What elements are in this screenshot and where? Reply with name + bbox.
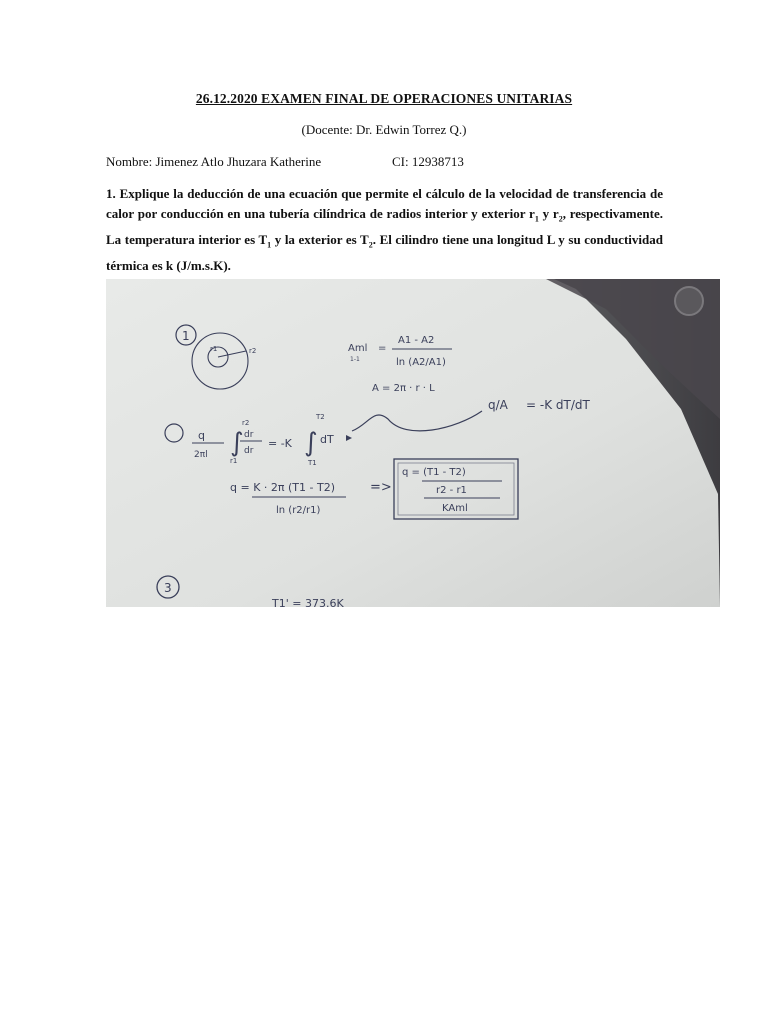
question-text-1: Explique la deducción de una ecuación que permite el cálculo de la velocidad de transferencia de calor por conducción en una tubería cilíndrica de radios interior y exterior r xyxy=(106,186,663,222)
hw-q-numerator: q = K · 2π (T1 - T2) xyxy=(230,481,335,494)
exam-title: 26.12.2020 EXAMEN FINAL DE OPERACIONES UNITARIAS xyxy=(195,91,573,106)
hw-aml-sub: 1-1 xyxy=(350,356,360,363)
hw-area-formula: A = 2π · r · L xyxy=(372,383,435,394)
hw-r2: r2 xyxy=(249,347,257,355)
hw-int-mid: = -K xyxy=(268,437,292,450)
hw-int-rhs: dT xyxy=(320,433,334,446)
question-sub-t1: 1 xyxy=(267,241,272,250)
round-object xyxy=(675,287,703,315)
hw-implies-arrow: => xyxy=(370,480,392,495)
student-name: Nombre: Jimenez Atlo Jhuzara Katherine xyxy=(106,154,322,169)
hw-box-denominator: KAml xyxy=(442,503,468,514)
question-sub-r2: 2 xyxy=(558,215,563,224)
hw-int-frac-num: dr xyxy=(244,430,254,440)
hw-question-number: 1 xyxy=(182,329,190,343)
student-ci: CI: 12938713 xyxy=(392,154,464,169)
instructor-line: (Docente: Dr. Edwin Torrez Q.) xyxy=(301,122,467,137)
hw-int-limit-top-right: T2 xyxy=(316,413,325,421)
hw-int-frac-den: dr xyxy=(244,446,254,456)
hw-box-numerator: q = (T1 - T2) xyxy=(402,467,466,478)
svg-text:∫: ∫ xyxy=(230,428,244,458)
handwritten-solution-photo xyxy=(106,279,720,607)
question-text-2: y r xyxy=(538,206,559,222)
svg-text:∫: ∫ xyxy=(304,428,318,458)
question-sub-t2: 2 xyxy=(368,241,373,250)
question-sub-r1: 1 xyxy=(534,215,539,224)
hw-int-limit-bottom-right: T1 xyxy=(308,459,317,467)
hw-int-lhs-den: 2πl xyxy=(194,450,208,460)
question-text-4: y la exterior es T xyxy=(271,232,369,248)
hw-int-limit-bottom-left: r1 xyxy=(230,457,238,465)
handwritten-solution-drawing xyxy=(106,279,720,607)
hw-q-denominator: ln (r2/r1) xyxy=(276,505,321,516)
hw-fourier-rhs: = -K dT/dT xyxy=(526,398,590,412)
hw-step-3-number: 3 xyxy=(164,581,172,595)
hw-box-middle: r2 - r1 xyxy=(436,485,467,496)
question-number: 1. xyxy=(106,186,116,201)
hw-bottom-line: T1' = 373.6K xyxy=(272,597,344,607)
hw-aml-denominator: ln (A2/A1) xyxy=(396,357,446,368)
hw-aml-numerator: A1 - A2 xyxy=(398,335,435,346)
svg-text:=: = xyxy=(378,343,387,354)
hw-r1: r1 xyxy=(210,345,218,353)
question-text-5: . El cilindro tiene una longitud L y su conductividad térmica es k (J/m.s.K). xyxy=(106,232,663,274)
hw-int-lhs-num: q xyxy=(198,429,205,442)
question-1 xyxy=(106,184,663,277)
hw-fourier-lhs: q/A xyxy=(488,398,508,412)
hw-aml-lhs: Aml xyxy=(348,343,368,354)
question-text-3: , respectivamente. La temperatura interior es T xyxy=(106,206,663,248)
hw-int-limit-top-left: r2 xyxy=(242,419,250,427)
